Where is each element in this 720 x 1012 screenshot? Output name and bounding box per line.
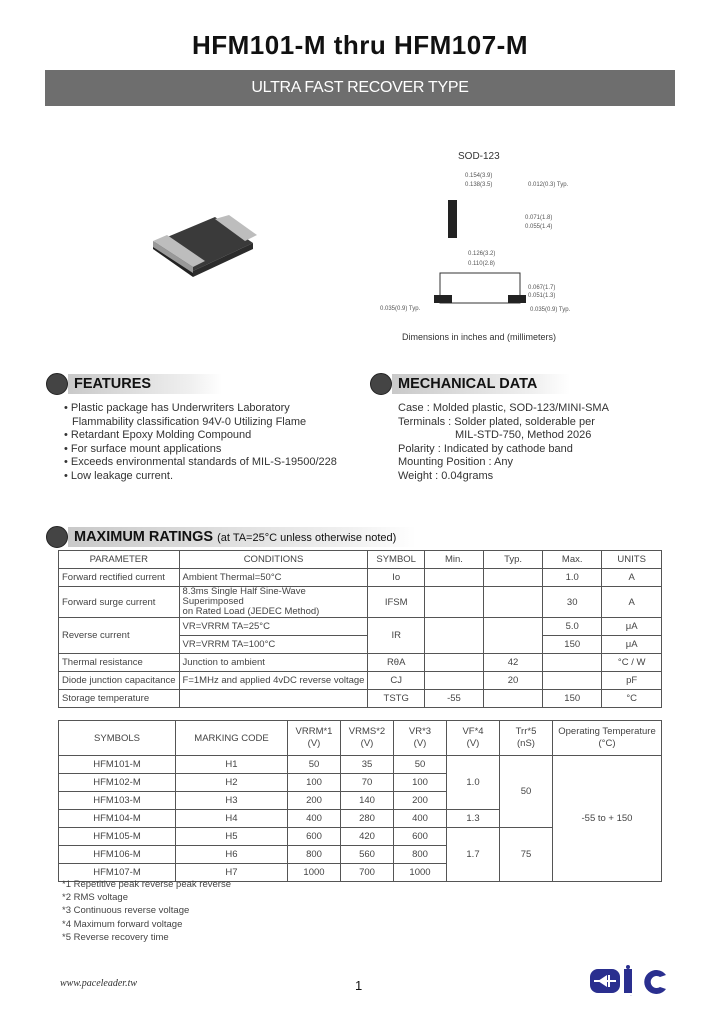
package-name: SOD-123 <box>458 151 500 162</box>
feature-item: • For surface mount applications <box>64 442 222 455</box>
table-row: Forward rectified current Ambient Thermal=50°C Io 1.0 A <box>59 569 662 587</box>
arrow-circle-icon <box>46 526 68 548</box>
mech-item: Weight : 0.04grams <box>398 469 494 482</box>
mech-item: Terminals : Solder plated, solderable per <box>398 415 595 428</box>
table-row: HFM104-M H4 400 280 400 1.3 <box>59 810 662 828</box>
package-photo <box>145 205 265 285</box>
page-number: 1 <box>355 978 363 993</box>
table-row: HFM103-M H3 200 140 200 <box>59 792 662 810</box>
table-row: VR=VRRM TA=100°C 150 μA <box>59 636 662 654</box>
document-title: HFM101-M thru HFM107-M <box>191 30 528 60</box>
feature-item: • Plastic package has Underwriters Laboratory <box>64 402 290 414</box>
features-list <box>64 402 337 484</box>
dim-body-2: 0.110(2.8) <box>468 261 495 267</box>
footnotes <box>62 878 231 944</box>
dim-height-1: 0.071(1.8) <box>525 215 553 221</box>
dim-side-2: 0.051(1.3) <box>528 293 556 299</box>
ratings-heading: MAXIMUM RATINGS (at TA=25°C unless otherwise noted) <box>46 525 416 549</box>
footer-url: www.paceleader.tw <box>60 978 138 989</box>
dim-bottom-left: 0.035(0.9) Typ. <box>380 306 421 312</box>
dim-height-2: 0.055(1.4) <box>525 224 553 230</box>
table-row: Storage temperature TSTG -55 150 °C <box>59 690 662 708</box>
footnote: *1 Repetitive peak reverse peak reverse <box>62 879 231 890</box>
feature-item: • Exceeds environmental standards of MIL-S-19500/228 <box>64 456 337 469</box>
dim-top-1: 0.154(3.9) <box>465 173 493 179</box>
table-row: HFM105-M H5 600 420 600 1.7 75 <box>59 828 662 846</box>
arrow-circle-icon <box>370 373 392 395</box>
table-row: HFM101-M H1 50 35 50 1.0 50 -55 to + 150 <box>59 756 662 774</box>
table-row: HFM107-M H7 1000 700 1000 <box>59 864 662 882</box>
ratings-table <box>58 550 662 708</box>
pic-logo <box>590 965 670 997</box>
mechanical-heading: MECHANICAL DATA <box>370 372 570 396</box>
features-heading: FEATURES <box>46 372 222 396</box>
feature-item: • Low leakage current. <box>64 469 174 482</box>
type-banner-text: ULTRA FAST RECOVER TYPE <box>251 79 469 96</box>
mech-item: MIL-STD-750, Method 2026 <box>455 429 592 442</box>
front-view-lead-right <box>508 295 526 303</box>
dim-top-2: 0.138(3.5) <box>465 182 493 188</box>
side-view-body <box>448 200 457 238</box>
parts-table <box>58 720 662 882</box>
table-row: HFM106-M H6 800 560 800 <box>59 846 662 864</box>
dim-lead: 0.012(0.3) Typ. <box>528 182 569 188</box>
mech-item: Case : Molded plastic, SOD-123/MINI-SMA <box>398 402 609 414</box>
mech-item: Polarity : Indicated by cathode band <box>398 442 573 455</box>
arrow-circle-icon <box>46 373 68 395</box>
logo-text: PiC <box>630 996 632 997</box>
header-cell: PARAMETER <box>59 551 180 569</box>
table-row: HFM102-M H2 100 70 100 <box>59 774 662 792</box>
footnote: *3 Continuous reverse voltage <box>62 905 190 917</box>
mechanical-list <box>398 402 609 484</box>
type-banner <box>45 70 675 106</box>
header-cell: Max. <box>543 551 602 569</box>
header-cell: UNITS <box>602 551 662 569</box>
front-view-lead-left <box>434 295 452 303</box>
footnote: *4 Maximum forward voltage <box>62 918 183 930</box>
header-cell: Min. <box>424 551 483 569</box>
dim-side-1: 0.067(1.7) <box>528 285 556 291</box>
dim-bottom-right: 0.035(0.9) Typ. <box>530 307 571 313</box>
table-row: Thermal resistance Junction to ambient RθA 42 °C / W <box>59 654 662 672</box>
table-row: Reverse current VR=VRRM TA=25°C IR 5.0 μA <box>59 618 662 636</box>
feature-item: • Retardant Epoxy Molding Compound <box>64 429 252 442</box>
table-row <box>59 551 662 569</box>
footnote: *5 Reverse recovery time <box>62 931 169 943</box>
table-row: SYMBOLS MARKING CODE VRRM*1 (V) VRMS*2 (V) VR*3 (V) VF*4 (V) Trr*5 (nS) Operating Temperature (°C) <box>59 721 662 756</box>
feature-item: Flammability classification 94V-0 Utilizing Flame <box>72 415 307 428</box>
mech-item: Mounting Position : Any <box>398 456 513 469</box>
header-cell: CONDITIONS <box>179 551 368 569</box>
package-drawing <box>370 145 580 345</box>
dim-body-1: 0.126(3.2) <box>468 251 496 257</box>
header-cell: SYMBOL <box>368 551 424 569</box>
footnote: *2 RMS voltage <box>62 892 129 904</box>
table-row: Diode junction capacitance F=1MHz and applied 4vDC reverse voltage CJ 20 pF <box>59 672 662 690</box>
header-cell: Typ. <box>484 551 543 569</box>
table-row: Forward surge current 8.3ms Single Half Sine-Wave Superimposed on Rated Load (JEDEC Method) IFSM 30 A <box>59 587 662 618</box>
dimension-caption: Dimensions in inches and (millimeters) <box>402 332 557 342</box>
